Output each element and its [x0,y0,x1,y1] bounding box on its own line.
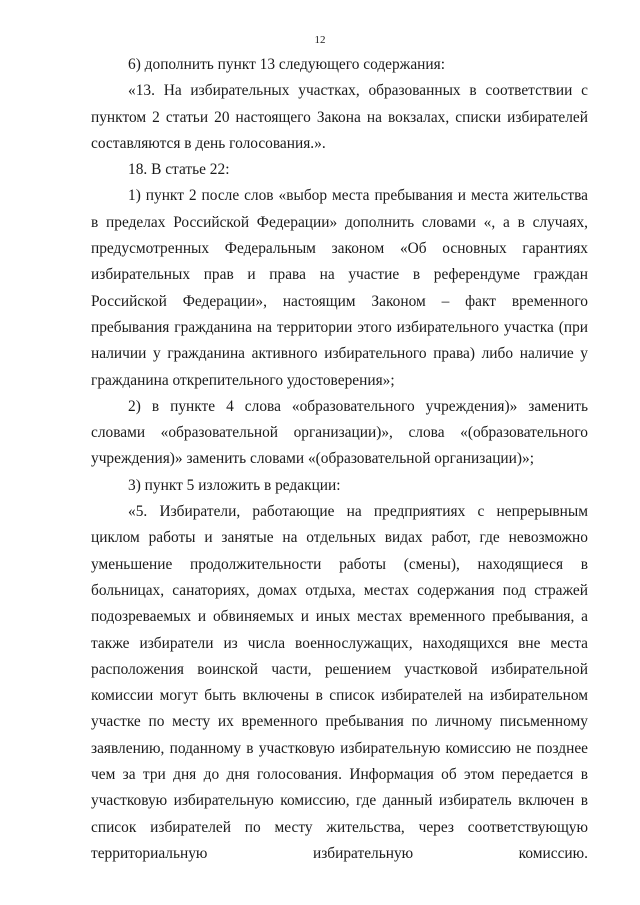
paragraph-item-1: 1) пункт 2 после слов «выбор места пребывания и места жительства в пределах Российской Федерации» дополнить словами «, а в случаях, предусмотренных Федеральным законом «Об основных гарантиях избирательных прав и права на участие в референдуме граждан Российской Федерации», настоящим Законом – факт временного пребывания гражданина на территории этого избирательного участка (при наличии у гражданина активного избирательного права) либо наличие у гражданина открепительного удостоверения»; [91,187,588,389]
paragraph-item-2: 2) в пункте 4 слова «образовательного учреждения)» заменить словами «образовательной организации)», слова «(образовательного учреждения)» заменить словами «(образовательной организации)»; [91,397,588,468]
paragraph-clause-5: «5. Избиратели, работающие на предприятиях с непрерывным циклом работы и занятые на отдельных видах работ, где невозможно уменьшение продолжительности работы (смены), находящиеся в больницах, санаториях, домах отдыха, местах содержания под стражей подозреваемых и обвиняемых и иных местах временного пребывания, а также избиратели из числа военнослужащих, находящихся вне места расположения воинской части, решением участковой избирательной комиссии могут быть включены в список избирателей на избирательном участке по месту их временного пребывания по личному письменному заявлению, поданному в участковую избирательную комиссию не позднее чем за три дня до дня голосования. Информация об этом передается в участковую избирательную комиссию, где данный избиратель включен в список избирателей по месту жительства, через соответствующую территориальную избирательную комиссию. [91,503,588,862]
paragraph-item-6: 6) дополнить пункт 13 следующего содержания: [128,56,445,73]
paragraph-item-3: 3) пункт 5 изложить в редакции: [128,476,341,494]
document-body [91,52,588,867]
paragraph-article-22-heading: 18. В статье 22: [128,161,230,179]
page-number: 12 [314,34,326,46]
paragraph-clause-13: «13. На избирательных участках, образованных в соответствии с пунктом 2 статьи 20 настоящего Закона на вокзалах, списки избирателей составляются в день голосования.». [91,82,588,152]
